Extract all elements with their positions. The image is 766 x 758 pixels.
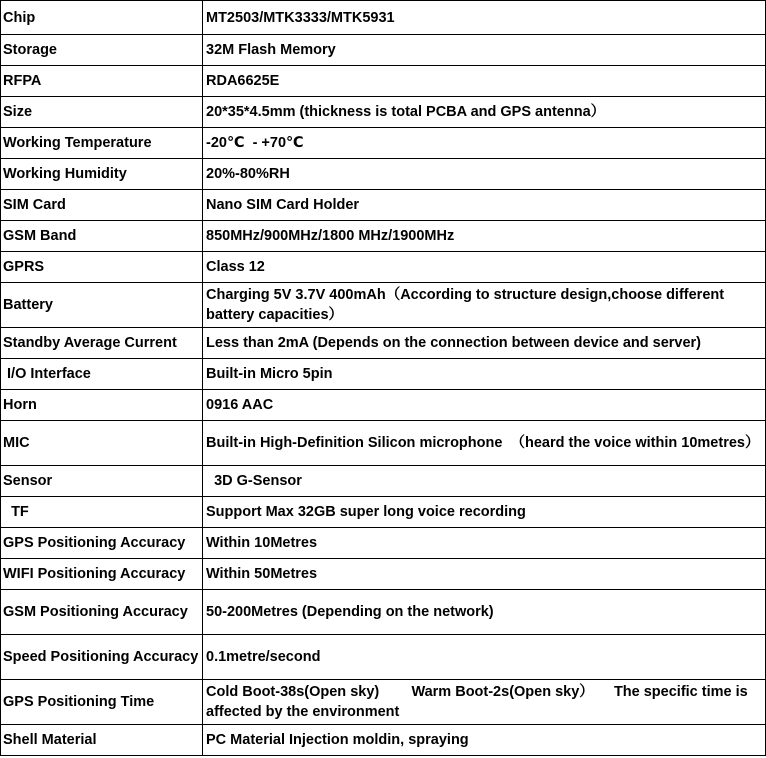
row-value: Nano SIM Card Holder: [203, 190, 766, 221]
row-label: TF: [1, 497, 203, 528]
row-label: Sensor: [1, 466, 203, 497]
table-row: [1, 359, 766, 390]
row-label: GSM Positioning Accuracy: [1, 590, 203, 635]
row-value: Within 10Metres: [203, 528, 766, 559]
table-row: [1, 97, 766, 128]
row-label: GSM Band: [1, 221, 203, 252]
row-value: 32M Flash Memory: [203, 35, 766, 66]
table-row: [1, 159, 766, 190]
row-value: PC Material Injection moldin, spraying: [203, 725, 766, 756]
table-row: [1, 1, 766, 35]
row-value: 20*35*4.5mm (thickness is total PCBA and GPS antenna）: [203, 97, 766, 128]
table-row: [1, 128, 766, 159]
table-row: [1, 497, 766, 528]
row-label: Shell Material: [1, 725, 203, 756]
row-value: Built-in High-Definition Silicon microphone （heard the voice within 10metres）: [203, 421, 766, 466]
table-row: [1, 283, 766, 328]
row-value: 0916 AAC: [203, 390, 766, 421]
table-row: [1, 680, 766, 725]
table-row: [1, 328, 766, 359]
row-label: Working Humidity: [1, 159, 203, 190]
table-row: [1, 252, 766, 283]
row-label: SIM Card: [1, 190, 203, 221]
row-value: 50-200Metres (Depending on the network): [203, 590, 766, 635]
row-value: 850MHz/900MHz/1800 MHz/1900MHz: [203, 221, 766, 252]
table-row: [1, 421, 766, 466]
row-value: Built-in Micro 5pin: [203, 359, 766, 390]
row-label: RFPA: [1, 66, 203, 97]
table-row: [1, 390, 766, 421]
row-label: WIFI Positioning Accuracy: [1, 559, 203, 590]
table-row: [1, 466, 766, 497]
table-row: [1, 635, 766, 680]
row-value: Cold Boot-38s(Open sky) Warm Boot-2s(Open sky） The specific time is affected by the environment: [203, 680, 766, 725]
row-label: I/O Interface: [1, 359, 203, 390]
row-label: Horn: [1, 390, 203, 421]
table-row: [1, 590, 766, 635]
table-row: [1, 725, 766, 756]
row-value: Less than 2mA (Depends on the connection between device and server): [203, 328, 766, 359]
row-value: RDA6625E: [203, 66, 766, 97]
row-label: Standby Average Current: [1, 328, 203, 359]
row-value: Within 50Metres: [203, 559, 766, 590]
row-value: Class 12: [203, 252, 766, 283]
row-value: 3D G-Sensor: [203, 466, 766, 497]
row-value: -20℃ - +70℃: [203, 128, 766, 159]
row-value: Support Max 32GB super long voice recording: [203, 497, 766, 528]
row-label: GPS Positioning Time: [1, 680, 203, 725]
row-label: Storage: [1, 35, 203, 66]
table-row: [1, 528, 766, 559]
table-row: [1, 66, 766, 97]
row-label: Speed Positioning Accuracy: [1, 635, 203, 680]
row-label: Working Temperature: [1, 128, 203, 159]
row-value: 20%-80%RH: [203, 159, 766, 190]
row-label: GPS Positioning Accuracy: [1, 528, 203, 559]
row-label: Battery: [1, 283, 203, 328]
table-row: [1, 190, 766, 221]
row-label: GPRS: [1, 252, 203, 283]
table-row: [1, 559, 766, 590]
row-label: MIC: [1, 421, 203, 466]
table-row: [1, 35, 766, 66]
table-row: [1, 221, 766, 252]
row-value: 0.1metre/second: [203, 635, 766, 680]
row-value: Charging 5V 3.7V 400mAh（According to structure design,choose different battery capacities）: [203, 283, 766, 328]
row-value: MT2503/MTK3333/MTK5931: [203, 1, 766, 35]
row-label: Chip: [1, 1, 203, 35]
row-label: Size: [1, 97, 203, 128]
